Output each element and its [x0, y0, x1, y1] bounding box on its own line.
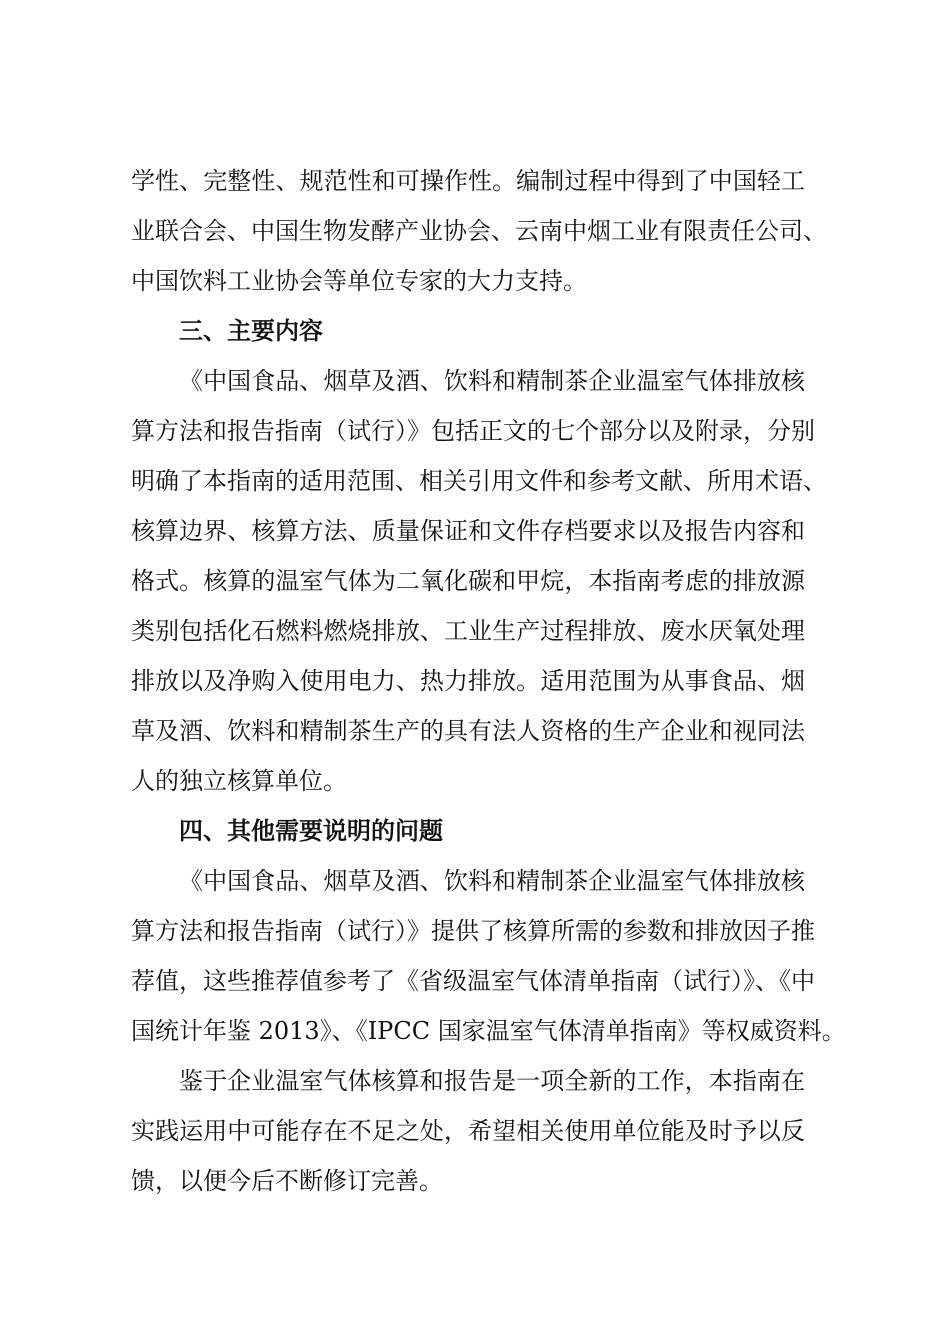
paragraph-line: 《中国食品、烟草及酒、饮料和精制茶企业温室气体排放核 [179, 367, 805, 395]
paragraph-line: 核算边界、核算方法、质量保证和文件存档要求以及报告内容和 [131, 517, 805, 545]
section-heading-other-issues: 四、其他需要说明的问题 [179, 817, 443, 845]
paragraph-line: 草及酒、饮料和精制茶生产的具有法人资格的生产企业和视同法 [131, 717, 805, 745]
section3-paragraph [131, 356, 827, 806]
document-body [131, 156, 846, 1206]
paragraph-line: 国统计年鉴 2013》、《IPCC 国家温室气体清单指南》等权威资料。 [131, 1017, 846, 1045]
paragraph-line: 馈，以便今后不断修订完善。 [131, 1167, 443, 1195]
paragraph-line: 格式。核算的温室气体为二氧化碳和甲烷，本指南考虑的排放源 [131, 567, 805, 595]
intro-paragraph [131, 156, 827, 306]
section4-paragraph-1 [131, 856, 846, 1056]
section-heading-main-content: 三、主要内容 [179, 317, 323, 345]
paragraph-line: 业联合会、中国生物发酵产业协会、云南中烟工业有限责任公司、 [131, 217, 827, 245]
paragraph-line: 学性、完整性、规范性和可操作性。编制过程中得到了中国轻工 [131, 167, 805, 195]
paragraph-line: 排放以及净购入使用电力、热力排放。适用范围为从事食品、烟 [131, 667, 805, 695]
paragraph-line: 鉴于企业温室气体核算和报告是一项全新的工作，本指南在 [179, 1067, 805, 1095]
paragraph-line: 实践运用中可能存在不足之处，希望相关使用单位能及时予以反 [131, 1117, 805, 1145]
section4-paragraph-2 [131, 1056, 805, 1206]
paragraph-line: 明确了本指南的适用范围、相关引用文件和参考文献、所用术语、 [131, 467, 827, 495]
paragraph-line: 算方法和报告指南（试行）》包括正文的七个部分以及附录，分别 [131, 417, 815, 445]
paragraph-line: 类别包括化石燃料燃烧排放、工业生产过程排放、废水厌氧处理 [131, 617, 805, 645]
paragraph-line: 算方法和报告指南（试行）》提供了核算所需的参数和排放因子推 [131, 917, 815, 945]
paragraph-line: 中国饮料工业协会等单位专家的大力支持。 [131, 267, 587, 295]
paragraph-line: 《中国食品、烟草及酒、饮料和精制茶企业温室气体排放核 [179, 867, 805, 895]
paragraph-line: 荐值，这些推荐值参考了《省级温室气体清单指南（试行）》、《中 [131, 967, 815, 995]
paragraph-line: 人的独立核算单位。 [131, 767, 347, 795]
